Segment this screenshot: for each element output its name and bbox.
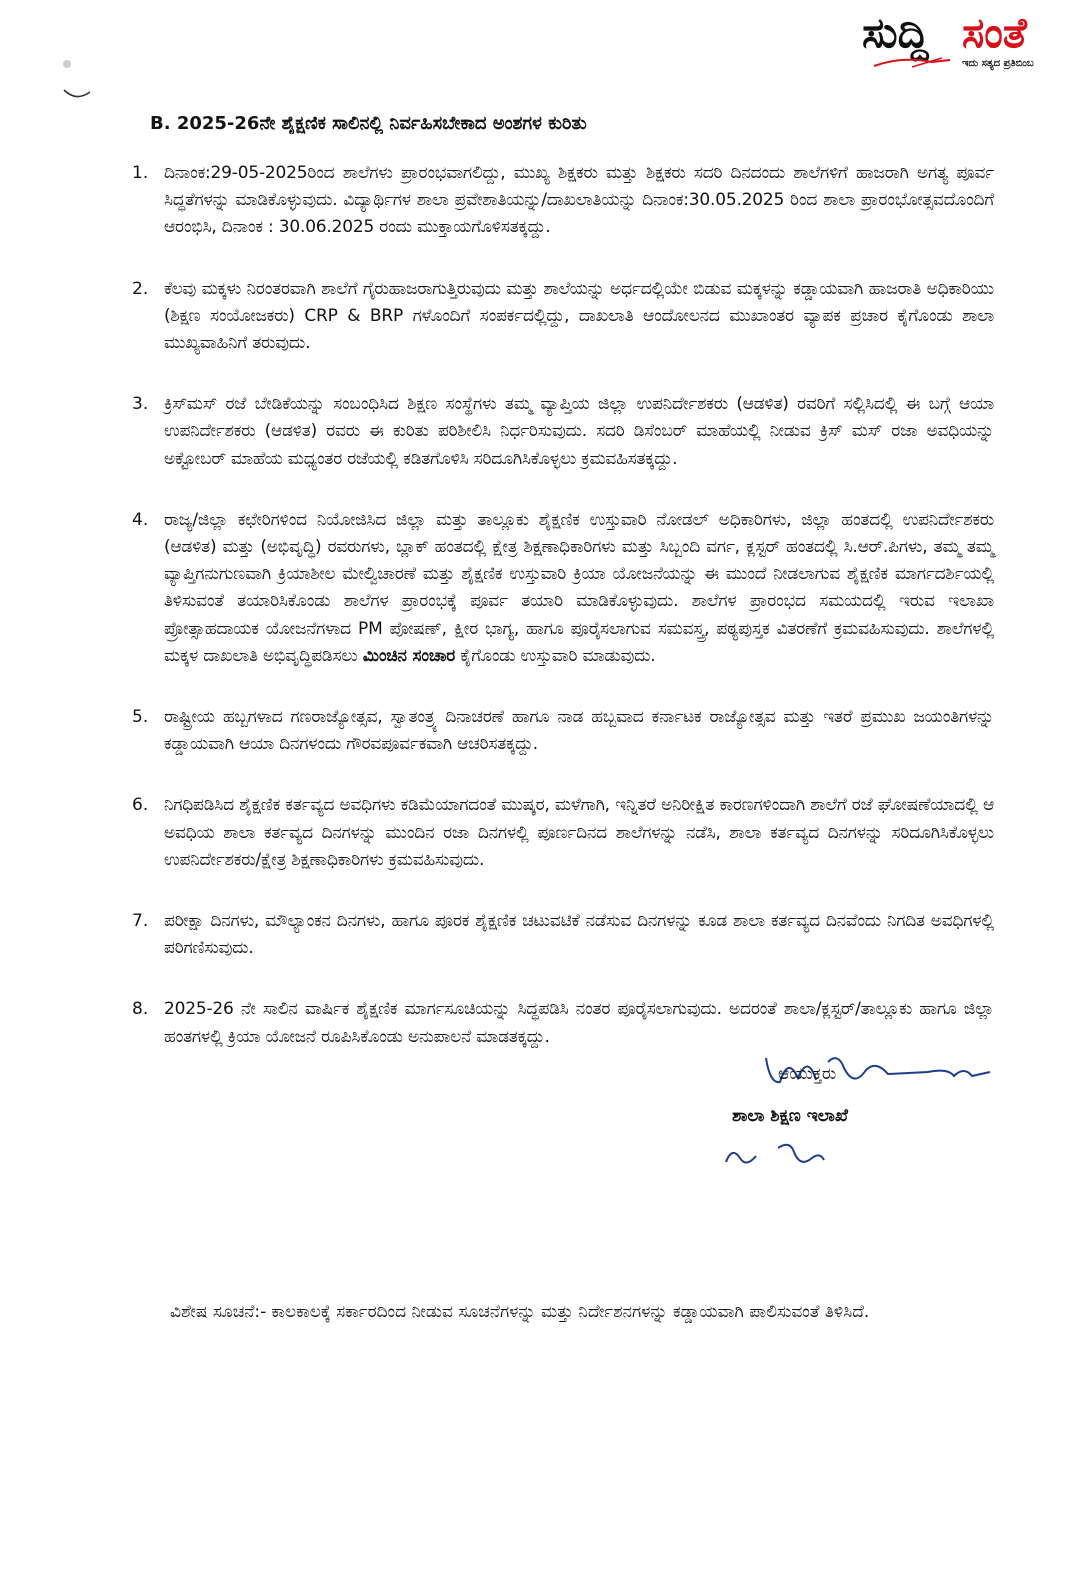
item-number: 1. [132, 163, 149, 183]
item-text: ಪರೀಕ್ಷಾ ದಿನಗಳು, ಮೌಲ್ಯಾಂಕನ ದಿನಗಳು, ಹಾಗೂ ಪೂರಕ ಶೈಕ್ಷಣಿಕ ಚಟುವಟಿಕೆ ನಡೆಸುವ ದಿನಗಳನ್ನು ಕೂಡ ಶಾಲಾ ಕರ್ತವ್ಯದ ದಿನವೆಂದು ನಿಗದಿತ ಅವಧಿಗಳಲ್ಲಿ ಪರಿಗಣಿಸುವುದು. [164, 911, 994, 959]
logo-text-part2: ಸಂತೆ [962, 8, 1027, 57]
logo-text-part1: ಸುದ್ದಿ [862, 8, 929, 57]
item-text: ನಿಗಧಿಪಡಿಸಿದ ಶೈಕ್ಷಣಿಕ ಕರ್ತವ್ಯದ ಅವಧಿಗಳು ಕಡಿಮೆಯಾಗದಂತೆ ಮುಷ್ಕರ, ಮಳೆಗಾಗಿ, ಇನ್ನಿತರೆ ಅನಿರೀಕ್ಷಿತ ಕಾರಣಗಳಿಂದಾಗಿ ಶಾಲೆಗೆ ರಜೆ ಘೋಷಣೆಯಾದಲ್ಲಿ ಆ ಅವಧಿಯ ಶಾಲಾ ಕರ್ತವ್ಯದ ದಿನಗಳನ್ನು ಮುಂದಿನ ರಜಾ ದಿನಗಳಲ್ಲಿ ಪೂರ್ಣದಿನದ ಶಾಲೆಗಳನ್ನು ನಡೆಸಿ, ಶಾಲಾ ಕರ್ತವ್ಯದ ದಿನಗಳನ್ನು ಸರಿದೂಗಿಸಿಕೊಳ್ಳಲು ಉಪನಿರ್ದೇಶಕರು/ಕ್ಷೇತ್ರ ಶಿಕ್ಷಣಾಧಿಕಾರಿಗಳು ಕ್ರಮವಹಿಸುವುದು. [164, 795, 994, 870]
item-text: ಕೆಲವು ಮಕ್ಕಳು ನಿರಂತರವಾಗಿ ಶಾಲೆಗೆ ಗೈರುಹಾಜರಾಗುತ್ತಿರುವುದು ಮತ್ತು ಶಾಲೆಯನ್ನು ಅರ್ಧದಲ್ಲಿಯೇ ಬಿಡುವ ಮಕ್ಕಳನ್ನು ಕಡ್ಡಾಯವಾಗಿ ಹಾಜರಾತಿ ಅಧಿಕಾರಿಯು (ಶಿಕ್ಷಣ ಸಂಯೋಜಕರು) CRP & BRP ಗಳೊಂದಿಗೆ ಸಂಪರ್ಕದಲ್ಲಿದ್ದು, ದಾಖಲಾತಿ ಆಂದೋಲನದ ಮುಖಾಂತರ ವ್ಯಾಪಕ ಪ್ರಚಾರ ಕೈಗೊಂಡು ಶಾಲಾ ಮುಖ್ಯವಾಹಿನಿಗೆ ತರುವುದು. [164, 278, 994, 354]
item-number: 5. [132, 707, 149, 728]
note-text: ಕಾಲಕಾಲಕ್ಕೆ ಸರ್ಕಾರದಿಂದ ನೀಡುವ ಸೂಚನೆಗಳನ್ನು ಮತ್ತು ನಿರ್ದೇಶನಗಳನ್ನು ಕಡ್ಡಾಯವಾಗಿ ಪಾಲಿಸುವಂತೆ ತಿಳಿಸಿದೆ. [271, 1302, 870, 1322]
list-item [132, 908, 994, 962]
list-item [132, 792, 994, 874]
item-text: ದಿನಾಂಕ:29-05-2025ರಿಂದ ಶಾಲೆಗಳು ಪ್ರಾರಂಭವಾಗಲಿದ್ದು, ಮುಖ್ಯ ಶಿಕ್ಷಕರು ಮತ್ತು ಶಿಕ್ಷಕರು ಸದರಿ ದಿನದಂದು ಶಾಲೆಗಳಿಗೆ ಹಾಜರಾಗಿ ಅಗತ್ಯ ಪೂರ್ವ ಸಿದ್ಧತೆಗಳನ್ನು ಮಾಡಿಕೊಳ್ಳುವುದು. ವಿದ್ಯಾರ್ಥಿಗಳ ಶಾಲಾ ಪ್ರವೇಶಾತಿಯನ್ನು/ದಾಖಲಾತಿಯನ್ನು ದಿನಾಂಕ:30.05.2025 ರಿಂದ ಶಾಲಾ ಪ್ರಾರಂಭೋತ್ಸವದೊಂದಿಗೆ ಆರಂಭಿಸಿ, ದಿನಾಂಕ : 30.06.2025 ರಂದು ಮುಕ್ತಾಯಗೊಳಿಸತಕ್ಕದ್ದು. [164, 163, 994, 238]
item-text-bold: ಮಿಂಚಿನ ಸಂಚಾರ [362, 645, 456, 666]
item-text: ರಾಷ್ಟ್ರೀಯ ಹಬ್ಬಗಳಾದ ಗಣರಾಜ್ಯೋತ್ಸವ, ಸ್ವಾತಂತ್ರ್ಯ ದಿನಾಚರಣೆ ಹಾಗೂ ನಾಡ ಹಬ್ಬವಾದ ಕರ್ನಾಟಕ ರಾಜ್ಯೋತ್ಸವ ಮತ್ತು ಇತರೆ ಪ್ರಮುಖ ಜಯಂತಿಗಳನ್ನು ಕಡ್ಡಾಯವಾಗಿ ಆಯಾ ದಿನಗಳಂದು ಗೌರವಪೂರ್ವಕವಾಗಿ ಆಚರಿಸತಕ್ಕದ್ದು. [164, 707, 994, 755]
item-number: 4. [132, 509, 149, 530]
item-number: 6. [132, 795, 149, 816]
item-text: 2025-26 ನೇ ಸಾಲಿನ ವಾರ್ಷಿಕ ಶೈಕ್ಷಣಿಕ ಮಾರ್ಗಸೂಚಿಯನ್ನು ಸಿದ್ಧಪಡಿಸಿ ನಂತರ ಪೂರೈಸಲಾಗುವುದು. ಅದರಂತೆ ಶಾಲಾ/ಕ್ಲಸ್ಟರ್/ತಾಲ್ಲೂಕು ಹಾಗೂ ಜಿಲ್ಲಾ ಹಂತಗಳಲ್ಲಿ ಕ್ರಿಯಾ ಯೋಜನೆ ರೂಪಿಸಿಕೊಂಡು ಅನುಪಾಲನೆ ಮಾಡತಕ್ಕದ್ದು. [164, 999, 994, 1047]
special-note [148, 1297, 1000, 1327]
scan-mark-curve [62, 88, 92, 102]
item-number: 7. [132, 911, 149, 932]
section-heading: B. 2025-26ನೇ ಶೈಕ್ಷಣಿಕ ಸಾಲಿನಲ್ಲಿ ನಿರ್ವಹಿಸಬೇಕಾದ ಅಂಶಗಳ ಕುರಿತು [150, 113, 587, 134]
sudhi-sante-logo [862, 8, 1062, 72]
item-text-part: ರಾಜ್ಯ/ಜಿಲ್ಲಾ ಕಛೇರಿಗಳಿಂದ ನಿಯೋಜಿಸಿದ ಜಿಲ್ಲಾ ಮತ್ತು ತಾಲ್ಲೂಕು ಶೈಕ್ಷಣಿಕ ಉಸ್ತುವಾರಿ ನೋಡಲ್ ಅಧಿಕಾರಿಗಳು, ಜಿಲ್ಲಾ ಹಂತದಲ್ಲಿ ಉಪನಿರ್ದೇಶಕರು (ಆಡಳಿತ) ಮತ್ತು (ಅಭಿವೃದ್ಧಿ) ರವರುಗಳು, ಬ್ಲಾಕ್ ಹಂತದಲ್ಲಿ ಕ್ಷೇತ್ರ ಶಿಕ್ಷಣಾಧಿಕಾರಿಗಳು ಮತ್ತು ಸಿಬ್ಬಂದಿ ವರ್ಗ, ಕ್ಲಸ್ಟರ್ ಹಂತದಲ್ಲಿ ಸಿ.ಆರ್.ಪಿಗಳು, ತಮ್ಮ ತಮ್ಮ ವ್ಯಾಪ್ತಿಗನುಗುಣವಾಗಿ ಕ್ರಿಯಾಶೀಲ ಮೇಲ್ವಿಚಾರಣೆ ಮತ್ತು ಶೈಕ್ಷಣಿಕ ಉಸ್ತುವಾರಿ ಕ್ರಿಯಾ ಯೋಜನೆಯನ್ನು ಈ ಮುಂದೆ ನೀಡಲಾಗುವ ಶೈಕ್ಷಣಿಕ ಮಾರ್ಗದರ್ಶಿಯಲ್ಲಿ ತಿಳಿಸುವಂತೆ ತಯಾರಿಸಿಕೊಂಡು ಶಾಲೆಗಳ ಪ್ರಾರಂಭಕ್ಕೆ ಪೂರ್ವ ತಯಾರಿ ಮಾಡಿಕೊಳ್ಳುವುದು. ಶಾಲೆಗಳ ಪ್ರಾರಂಭದ ಸಮಯದಲ್ಲಿ ಇರುವ ಇಲಾಖಾ ಪ್ರೋತ್ಸಾಹದಾಯಕ ಯೋಜನೆಗಳಾದ PM ಪೋಷಣ್, ಕ್ಷೀರ ಭಾಗ್ಯ, ಹಾಗೂ ಪೂರೈಸಲಾಗುವ ಸಮವಸ್ತ್ರ, ಪಠ್ಯಪುಸ್ತಕ ವಿತರಣೆಗೆ ಕ್ರಮವಹಿಸುವುದು. ಶಾಲೆಗಳಲ್ಲಿ ಮಕ್ಕಳ ದಾಖಲಾತಿ ಅಭಿವೃದ್ಧಿಪಡಿಸಲು [164, 509, 994, 666]
list-item [132, 704, 994, 758]
item-number: 8. [132, 999, 149, 1020]
item-number: 2. [132, 278, 149, 299]
list-item [132, 996, 994, 1050]
item-text: ಕ್ರಿಸ್‌ಮಸ್ ರಜೆ ಬೇಡಿಕೆಯನ್ನು ಸಂಬಂಧಿಸಿದ ಶಿಕ್ಷಣ ಸಂಸ್ಥೆಗಳು ತಮ್ಮ ವ್ಯಾಪ್ತಿಯ ಜಿಲ್ಲಾ ಉಪನಿರ್ದೇಶಕರು (ಆಡಳಿತ) ರವರಿಗೆ ಸಲ್ಲಿಸಿದಲ್ಲಿ ಈ ಬಗ್ಗೆ ಆಯಾ ಉಪನಿರ್ದೇಶಕರು (ಆಡಳಿತ) ರವರು ಈ ಕುರಿತು ಪರಿಶೀಲಿಸಿ ನಿರ್ಧರಿಸುವುದು. ಸದರಿ ಡಿಸೆಂಬರ್ ಮಾಹೆಯಲ್ಲಿ ನೀಡುವ ಕ್ರಿಸ್ ಮಸ್ ರಜಾ ಅವಧಿಯನ್ನು ಅಕ್ಟೋಬರ್ ಮಾಹೆಯ ಮಧ್ಯಂತರ ರಜೆಯಲ್ಲಿ ಕಡಿತಗೊಳಿಸಿ ಸರಿದೂಗಿಸಿಕೊಳ್ಳಲು ಕ್ರಮವಹಿಸತಕ್ಕದ್ದು. [164, 394, 994, 469]
item-number: 3. [132, 394, 149, 415]
logo-tagline: ಇದು ಸತ್ಯದ ಪ್ರತಿಬಿಂಬ [962, 58, 1034, 69]
note-label: ವಿಶೇಷ ಸೂಚನೆ:- [170, 1302, 267, 1322]
signatory-department: ಶಾಲಾ ಶಿಕ್ಷಣ ಇಲಾಖೆ [732, 1106, 848, 1126]
list-item [132, 160, 994, 242]
signatory-title: ಆಯುಕ್ತರು [778, 1064, 837, 1084]
instruction-list [132, 160, 994, 1085]
pen-swoosh-icon [872, 54, 952, 70]
item-text [164, 507, 994, 670]
initials-scribble [720, 1138, 830, 1174]
list-item [132, 507, 994, 670]
item-text-part: ಕೈಗೊಂಡು ಉಸ್ತುವಾರಿ ಮಾಡುವುದು. [455, 645, 656, 666]
scan-hole-mark [63, 60, 71, 68]
list-item [132, 391, 994, 473]
list-item [132, 276, 994, 358]
